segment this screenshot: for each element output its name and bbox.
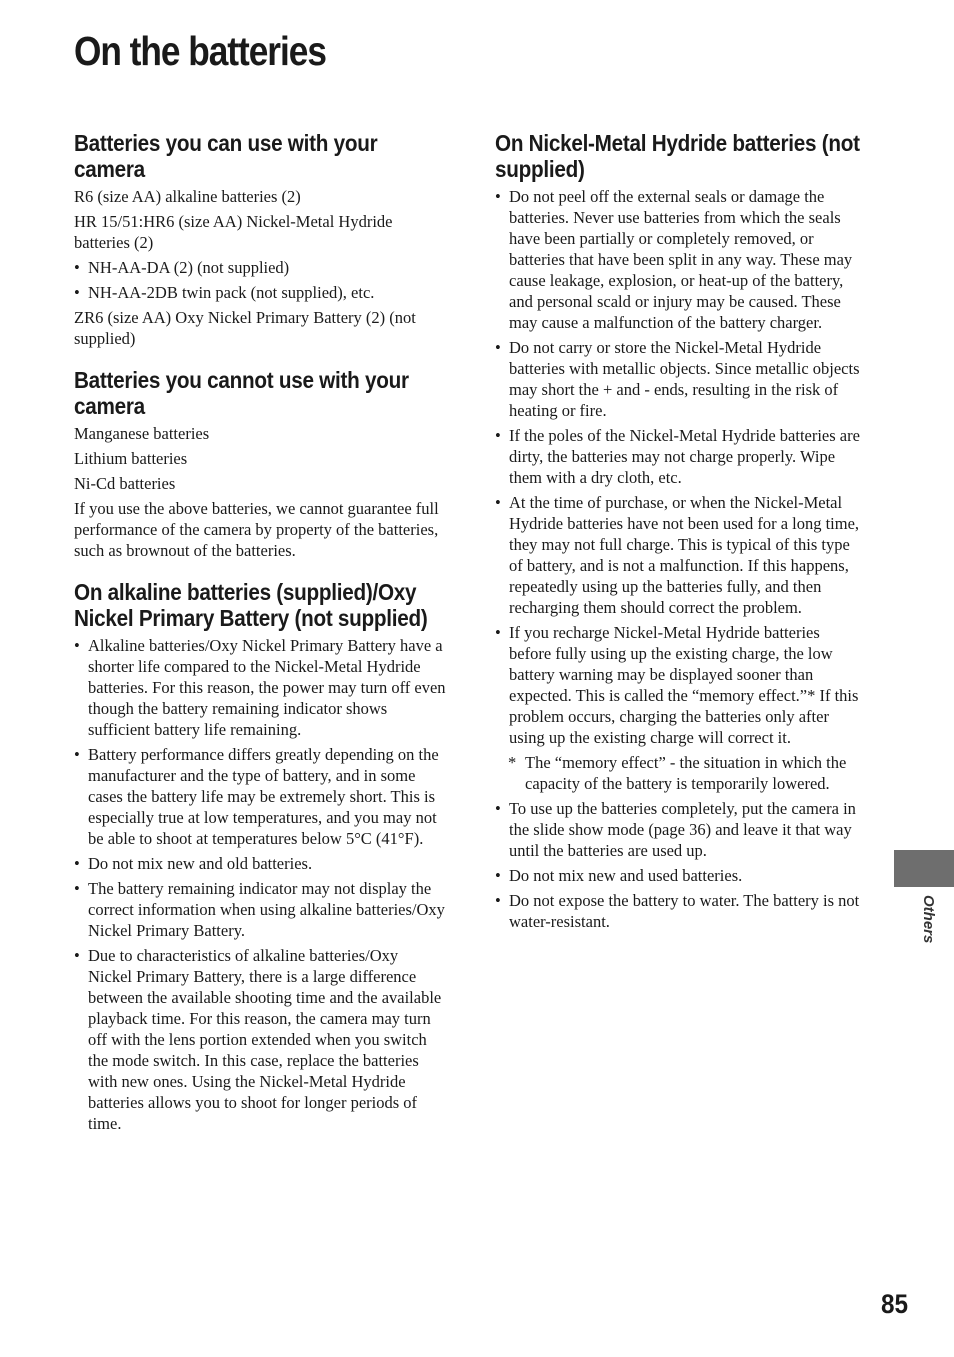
paragraph: Lithium batteries: [74, 449, 188, 468]
bullet-list: [74, 635, 446, 1134]
section-heading-nimh-batteries: On Nickel-Metal Hydride batteries (not supplied): [495, 130, 860, 182]
section-tab-label: Others: [920, 895, 937, 944]
list-item: • Do not mix new and used batteries.: [495, 865, 862, 886]
list-item: • To use up the batteries completely, put the camera in the slide show mode (page 36) and leave it that way until the batteries are used up.: [495, 798, 862, 861]
page-number: 85: [880, 1289, 908, 1319]
page-title: On the batteries: [74, 28, 326, 74]
paragraph: HR 15/51:HR6 (size AA) Nickel-Metal Hydride batteries (2): [74, 212, 393, 252]
list-item: • Do not peel off the external seals or damage the batteries. Never use batteries from which the seals have been partially or completely removed, or batteries that have been split in any way. These may cause leakage, explosion, or heat-up of the battery, and personal scald or injury may be caused. These may cause a malfunction of the battery charger.: [495, 186, 862, 333]
section-heading-usable-batteries: Batteries you can use with your camera: [74, 130, 378, 182]
section-heading-alkaline-batteries: On alkaline batteries (supplied)/Oxy Nickel Primary Battery (not supplied): [74, 579, 428, 631]
left-column: [74, 130, 446, 1138]
right-column: [495, 130, 862, 936]
list-item: • NH-AA-2DB twin pack (not supplied), etc.: [74, 282, 446, 303]
list-item: • Do not carry or store the Nickel-Metal Hydride batteries with metallic objects. Since metallic objects may short the + and - ends, resulting in the risk of heating or fire.: [495, 337, 862, 421]
footnote-asterisk: *: [508, 753, 517, 772]
section-heading-unusable-batteries: Batteries you cannot use with your camera: [74, 367, 409, 419]
paragraph: If you use the above batteries, we cannot guarantee full performance of the camera by property of the batteries, such as brownout of the batteries.: [74, 499, 439, 560]
paragraph: Ni-Cd batteries: [74, 474, 176, 493]
paragraph: ZR6 (size AA) Oxy Nickel Primary Battery (2) (not supplied): [74, 308, 416, 348]
list-item: • Do not mix new and old batteries.: [74, 853, 446, 874]
list-item: • If the poles of the Nickel-Metal Hydride batteries are dirty, the batteries may not charge properly. Wipe them with a dry cloth, etc.: [495, 425, 862, 488]
list-item: • Due to characteristics of alkaline batteries/Oxy Nickel Primary Battery, there is a large difference between the available shooting time and the available playback time. For this reason, the camera may turn off with the lens portion extended when you switch the mode switch. In this case, replace the batteries with new ones. Using the Nickel-Metal Hydride batteries allows you to shoot for longer periods of time.: [74, 945, 446, 1134]
list-item: • The battery remaining indicator may not display the correct information when using alkaline batteries/Oxy Nickel Primary Battery.: [74, 878, 446, 941]
list-item: • If you recharge Nickel-Metal Hydride batteries before fully using up the existing charge, the low battery warning may be displayed sooner than expected. This is called the “memory effect.”* If this problem occurs, charging the batteries only after using up the existing charge will correct it.: [495, 622, 862, 748]
paragraph: R6 (size AA) alkaline batteries (2): [74, 187, 301, 206]
bullet-list: [74, 257, 446, 303]
footnote: [495, 752, 862, 794]
bullet-list: [495, 798, 862, 932]
list-item: • Alkaline batteries/Oxy Nickel Primary Battery have a shorter life compared to the Nickel-Metal Hydride batteries. For this reason, the power may turn off even though the battery remaining indicator shows sufficient battery life remaining.: [74, 635, 446, 740]
bullet-list: [495, 186, 862, 748]
list-item: • Battery performance differs greatly depending on the manufacturer and the type of battery, and in some cases the battery life may be extremely short. This is especially true at low temperatures, and you may not be able to shoot at temperatures below 5°C (41°F).: [74, 744, 446, 849]
paragraph: Manganese batteries: [74, 424, 210, 443]
list-item: • NH-AA-DA (2) (not supplied): [74, 257, 446, 278]
section-tab-marker: [894, 850, 954, 887]
list-item: • Do not expose the battery to water. The battery is not water-resistant.: [495, 890, 862, 932]
list-item: • At the time of purchase, or when the Nickel-Metal Hydride batteries have not been used for a long time, they may not full charge. This is typical of this type of battery, and is not a malfunction. If this happens, repeatedly using up the batteries fully, and then recharging them should correct the problem.: [495, 492, 862, 618]
footnote-text: The “memory effect” - the situation in which the capacity of the battery is temporarily lowered.: [525, 753, 847, 793]
